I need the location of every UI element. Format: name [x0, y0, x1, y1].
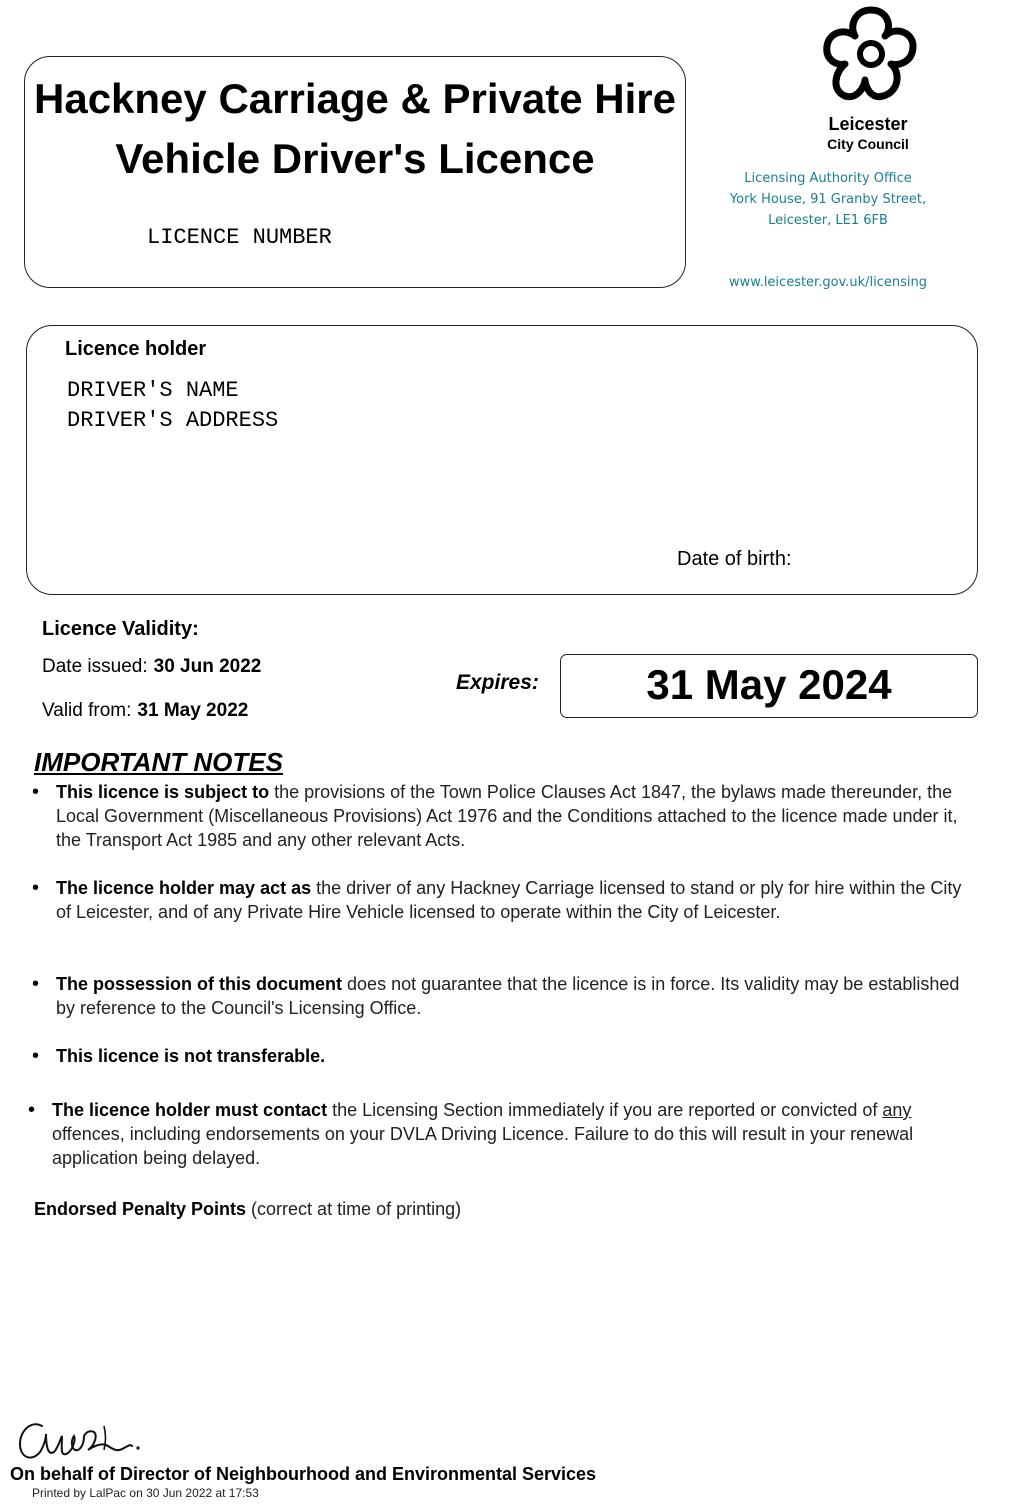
note-text: does not guarantee that the licence is in force. Its validity may be established by reference to the Council's Licensing Office.	[56, 974, 960, 1018]
council-name: Leicester	[828, 114, 908, 134]
note-underlined-word: any	[882, 1100, 912, 1120]
note-lead: This licence is subject to	[56, 782, 270, 802]
note-lead: This licence is not transferable.	[56, 1046, 326, 1066]
driver-name: DRIVER'S NAME	[67, 378, 239, 403]
council-name-sub: City Council	[827, 136, 909, 152]
date-issued-value: 30 Jun 2022	[153, 656, 262, 677]
printed-by: Printed by LalPac on 30 Jun 2022 at 17:53	[32, 1486, 259, 1500]
valid-from-label: Valid from:	[42, 700, 132, 721]
note-text: the Licensing Section immediately if you are reported or convicted of	[327, 1100, 883, 1120]
penalty-points-label: Endorsed Penalty Points	[34, 1199, 247, 1219]
office-name: Licensing Authority Office	[744, 171, 912, 186]
date-issued-label: Date issued:	[42, 656, 148, 677]
council-website[interactable]: www.leicester.gov.uk/licensing	[728, 275, 927, 290]
note-text: the driver of any Hackney Carriage licensed to stand or ply for hire within the City of Leicester, and of any Private Hire Vehicle licensed to operate within the City of Leicester.	[56, 878, 962, 922]
penalty-points	[34, 1199, 461, 1220]
council-logo	[815, 4, 927, 108]
note-lead: The licence holder may act as	[56, 878, 312, 898]
note-item	[52, 1098, 984, 1170]
penalty-points-note: (correct at time of printing)	[246, 1199, 462, 1219]
expiry-box	[560, 654, 978, 718]
licence-number: LICENCE NUMBER	[147, 225, 332, 250]
note-lead: The licence holder must contact	[52, 1100, 328, 1120]
note-lead: The possession of this document	[56, 974, 343, 994]
valid-from	[42, 700, 248, 722]
expires-label: Expires:	[456, 671, 539, 694]
validity-heading: Licence Validity:	[42, 618, 199, 640]
office-address-line1: York House, 91 Granby Street,	[729, 192, 927, 207]
valid-from-value: 31 May 2022	[137, 700, 249, 721]
licence-holder-box	[26, 325, 978, 595]
note-item	[56, 1044, 981, 1068]
date-issued	[42, 656, 261, 678]
licence-title: Hackney Carriage & Private Hire Vehicle Driver's Licence	[34, 75, 676, 182]
rose-icon	[819, 4, 923, 108]
office-address-line2: Leicester, LE1 6FB	[768, 213, 888, 228]
note-text: the provisions of the Town Police Clauses Act 1847, the bylaws made thereunder, the Local Government (Miscellaneous Provisions) Act 1976 and the Conditions attached to the licence made under it, the Transport Act 1985 and any other relevant Acts.	[56, 782, 958, 850]
note-item	[56, 972, 981, 1020]
expiry-date: 31 May 2024	[646, 661, 892, 708]
important-notes-heading: IMPORTANT NOTES	[34, 747, 283, 777]
date-of-birth-label: Date of birth:	[677, 548, 792, 570]
note-item	[56, 780, 981, 852]
note-text: offences, including endorsements on your DVLA Driving Licence. Failure to do this will result in your renewal application being delayed.	[52, 1124, 914, 1168]
title-box	[24, 56, 686, 288]
driver-address: DRIVER'S ADDRESS	[67, 408, 279, 433]
note-item	[56, 876, 981, 924]
on-behalf-of: On behalf of Director of Neighbourhood and Environmental Services	[10, 1464, 597, 1484]
licence-holder-label: Licence holder	[65, 338, 207, 360]
